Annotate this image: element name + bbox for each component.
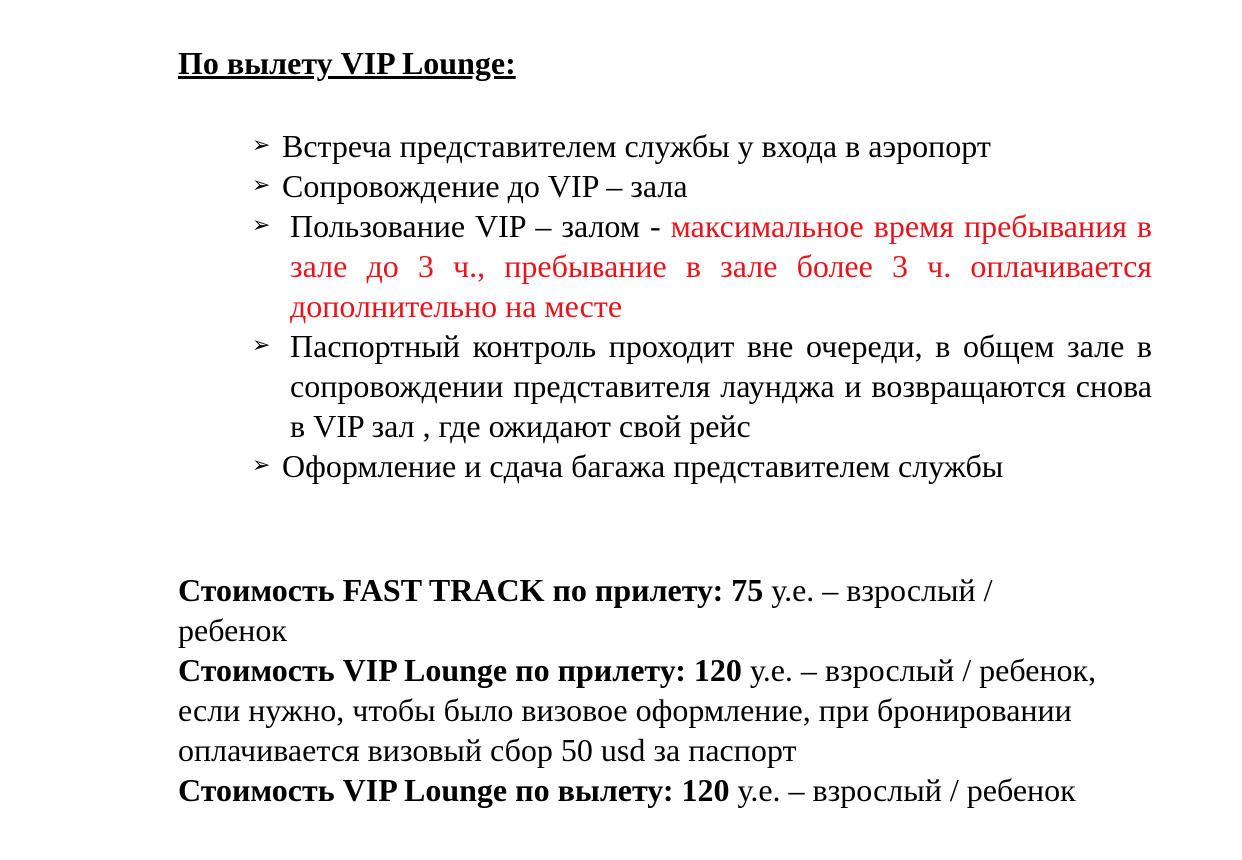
- arrow-bullet-icon: ➢: [252, 173, 271, 198]
- list-item-text: [290, 206, 1152, 326]
- price-note: у.е. – взрослый / ребенок: [178, 572, 993, 648]
- list-item-text: Встреча представителем службы у входа в аэропорт: [282, 128, 991, 164]
- price-amount: 120: [681, 772, 730, 808]
- arrow-bullet-icon: ➢: [252, 133, 271, 158]
- service-list: [252, 126, 1152, 486]
- price-note: у.е. – взрослый / ребенок, если нужно, чтобы было визовое оформление, при бронировании оплачивается визовый сбор 50 usd за паспорт: [178, 652, 1097, 768]
- list-item: [252, 166, 1152, 206]
- list-item-text: Паспортный контроль проходит вне очереди, в общем зале в сопровождении представителя лаунджа и возвращаются снова в VIP зал , где ожидают свой рейс: [290, 328, 1152, 444]
- price-vip-departure: [178, 770, 1098, 810]
- list-item-text: Оформление и сдача багажа представителем службы: [282, 448, 1004, 484]
- section-heading: По вылету VIP Lounge:: [178, 45, 516, 81]
- arrow-bullet-icon: ➢: [252, 333, 271, 358]
- arrow-bullet-icon: ➢: [252, 213, 271, 238]
- list-item-text: Сопровождение до VIP – зала: [282, 168, 688, 204]
- list-item: [252, 326, 1152, 446]
- list-item-highlight-text: максимальное время пребывания в зале до 3 ч., пребывание в зале более 3 ч. оплачивается дополнительно на месте: [290, 208, 1153, 324]
- price-label: Стоимость FAST TRACK по прилету:: [178, 572, 724, 608]
- list-item-plain-text: Пользование VIP – залом -: [290, 208, 671, 244]
- price-amount: 75: [731, 572, 764, 608]
- price-note: у.е. – взрослый / ребенок: [729, 772, 1076, 808]
- price-fast-track-arrival: [178, 570, 1098, 650]
- arrow-bullet-icon: ➢: [252, 453, 271, 478]
- list-item: [252, 446, 1152, 486]
- price-vip-arrival: [178, 650, 1098, 770]
- price-label: Стоимость VIP Lounge по прилету:: [178, 652, 686, 688]
- price-list: [178, 570, 1098, 810]
- list-item: [252, 126, 1152, 166]
- list-item: [252, 206, 1152, 326]
- price-label: Стоимость VIP Lounge по вылету:: [178, 772, 674, 808]
- price-amount: 120: [693, 652, 742, 688]
